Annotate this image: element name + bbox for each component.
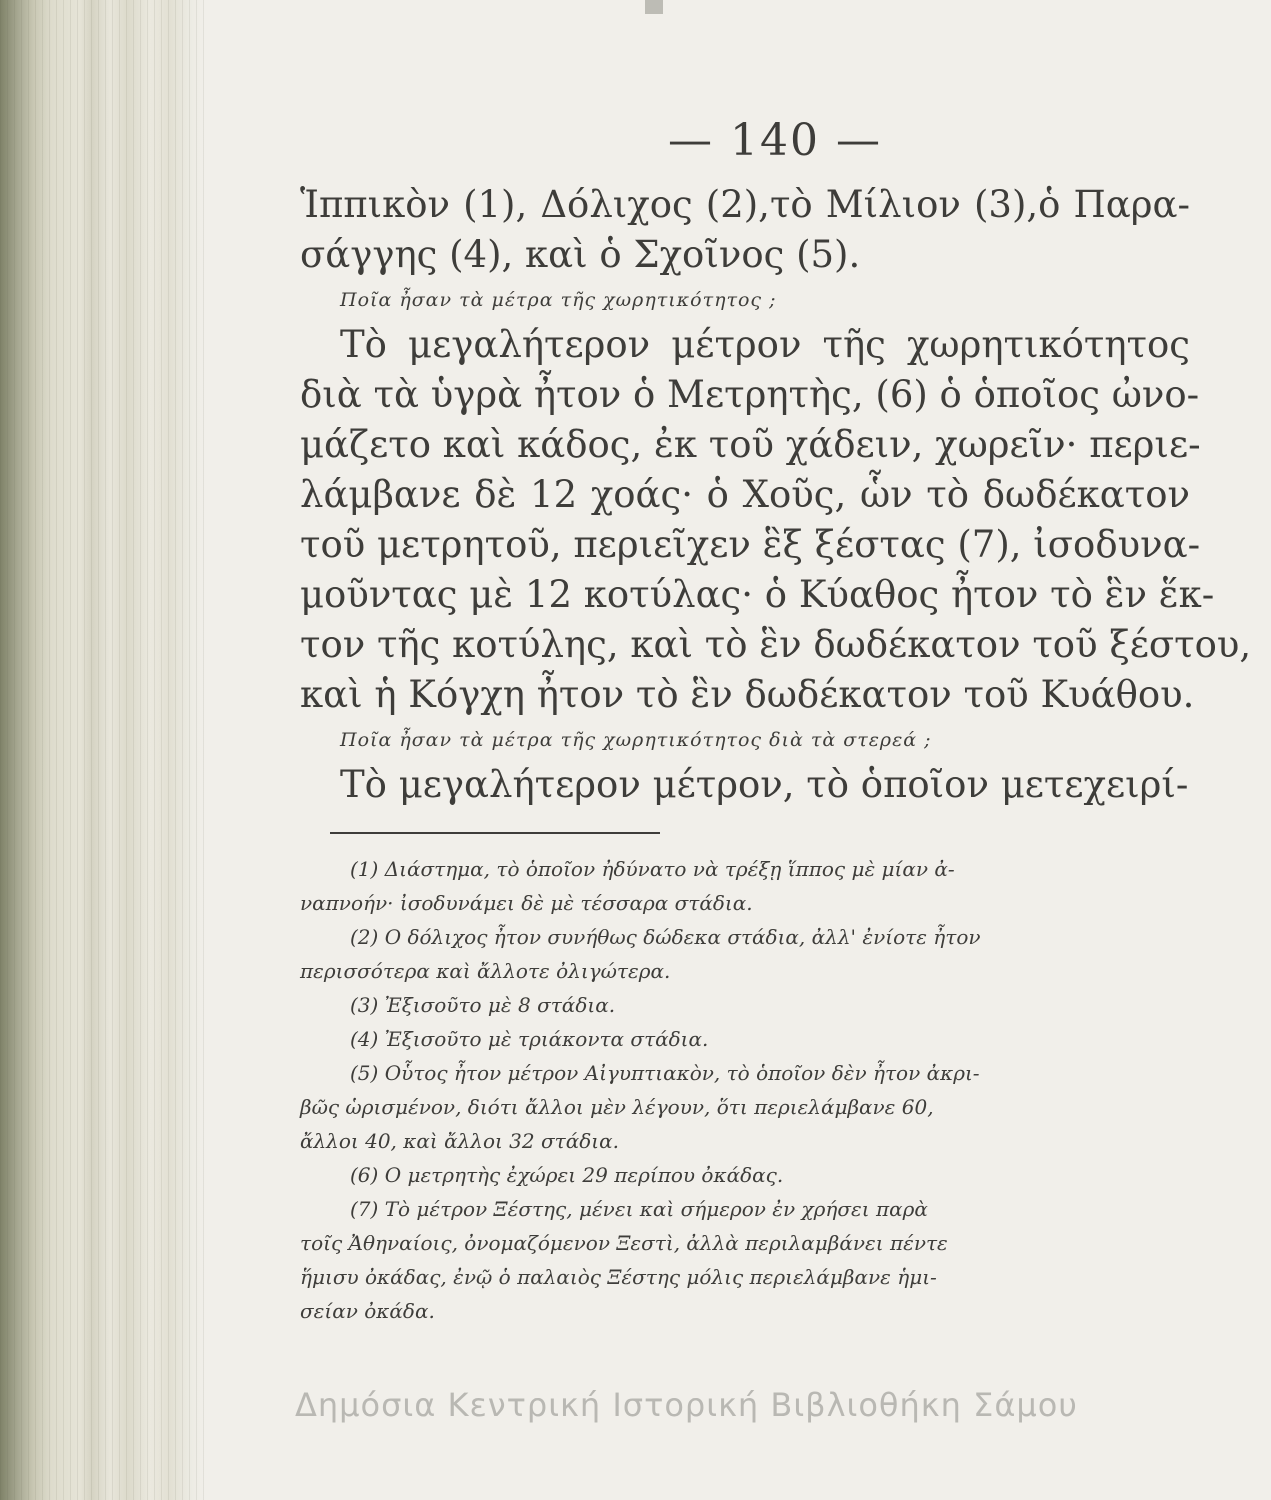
text-line: Τὸ μεγαλήτερον μέτρον, τὸ ὁποῖον μετεχειρί-: [340, 763, 1189, 806]
text-line: μάζετο καὶ κάδος, ἐκ τοῦ χάδειν, χωρεῖν· περιε-: [300, 423, 1201, 466]
footnote-line: (6) Ο μετρητὴς ἐχώρει 29 περίπου ὀκάδας.: [350, 1163, 784, 1187]
question-heading: Ποῖα ἦσαν τὰ μέτρα τῆς χωρητικότητος ;: [340, 289, 777, 311]
footnote-line: ἥμισυ ὀκάδας, ἐνῷ ὁ παλαιὸς Ξέστης μόλις περιελάμβανε ἡμι-: [300, 1265, 937, 1289]
footnote-line: σείαν ὀκάδα.: [300, 1299, 435, 1323]
footnote-line: (2) Ο δόλιχος ἦτον συνήθως δώδεκα στάδια, ἀλλ' ἐνίοτε ἦτον: [350, 925, 981, 949]
text-line: διὰ τὰ ὑγρὰ ἦτον ὁ Μετρητὴς, (6) ὁ ὁποῖος ὠνο-: [300, 373, 1200, 416]
text-line: Τὸ μεγαλήτερον μέτρον τῆς χωρητικότητος: [340, 323, 1190, 366]
text-line: μοῦντας μὲ 12 κοτύλας· ὁ Κύαθος ἦτον τὸ ἓν ἕκ-: [300, 573, 1215, 616]
question-heading: Ποῖα ἦσαν τὰ μέτρα τῆς χωρητικότητος διὰ τὰ στερεά ;: [340, 729, 932, 751]
footnote-line: ἄλλοι 40, καὶ ἄλλοι 32 στάδια.: [300, 1129, 619, 1153]
footnote-line: (3) Ἐξισοῦτο μὲ 8 στάδια.: [350, 993, 616, 1017]
footnote-divider: [330, 832, 660, 834]
footnote-line: (7) Τὸ μέτρον Ξέστης, μένει καὶ σήμερον ἐν χρήσει παρὰ: [350, 1197, 928, 1221]
text-line: σάγγης (4), καὶ ὁ Σχοῖνος (5).: [300, 233, 861, 276]
page-number: — 140 —: [668, 115, 882, 166]
footnote-line: (4) Ἐξισοῦτο μὲ τριάκοντα στάδια.: [350, 1027, 709, 1051]
book-page-edges: [0, 0, 205, 1500]
footnotes: [300, 852, 1190, 1328]
text-line: καὶ ἡ Κόγχη ἦτον τὸ ἓν δωδέκατον τοῦ Κυάθου.: [300, 673, 1195, 716]
footnote-line: (5) Οὗτος ἦτον μέτρον Αἰγυπτιακὸν, τὸ ὁποῖον δὲν ἦτον ἀκρι-: [350, 1061, 980, 1085]
library-watermark: Δημόσια Κεντρική Ιστορική Βιβλιοθήκη Σάμου: [295, 1386, 1078, 1424]
book-page: [300, 115, 1252, 1328]
text-line: λάμβανε δὲ 12 χοάς· ὁ Χοῦς, ὧν τὸ δωδέκατον: [300, 473, 1190, 516]
footnote-line: βῶς ὡρισμένον, διότι ἄλλοι μὲν λέγουν, ὅτι περιελάμβανε 60,: [300, 1095, 934, 1119]
footnote-line: ναπνοήν· ἰσοδυνάμει δὲ μὲ τέσσαρα στάδια.: [300, 891, 753, 915]
page-top-mark: [645, 0, 663, 14]
footnote-line: (1) Διάστημα, τὸ ὁποῖον ἠδύνατο νὰ τρέξῃ ἵππος μὲ μίαν ἀ-: [350, 857, 955, 881]
main-text: [300, 180, 1252, 810]
footnote-line: περισσότερα καὶ ἄλλοτε ὀλιγώτερα.: [300, 959, 671, 983]
footnote-line: τοῖς Ἀθηναίοις, ὀνομαζόμενον Ξεστὶ, ἀλλὰ περιλαμβάνει πέντε: [300, 1231, 948, 1255]
text-line: Ἱππικὸν (1), Δόλιχος (2),τὸ Μίλιον (3),ὁ Παρα-: [300, 183, 1190, 226]
text-line: τοῦ μετρητοῦ, περιεῖχεν ἓξ ξέστας (7), ἰσοδυνα-: [300, 523, 1201, 566]
text-line: τον τῆς κοτύλης, καὶ τὸ ἓν δωδέκατον τοῦ ξέστου,: [300, 623, 1252, 666]
